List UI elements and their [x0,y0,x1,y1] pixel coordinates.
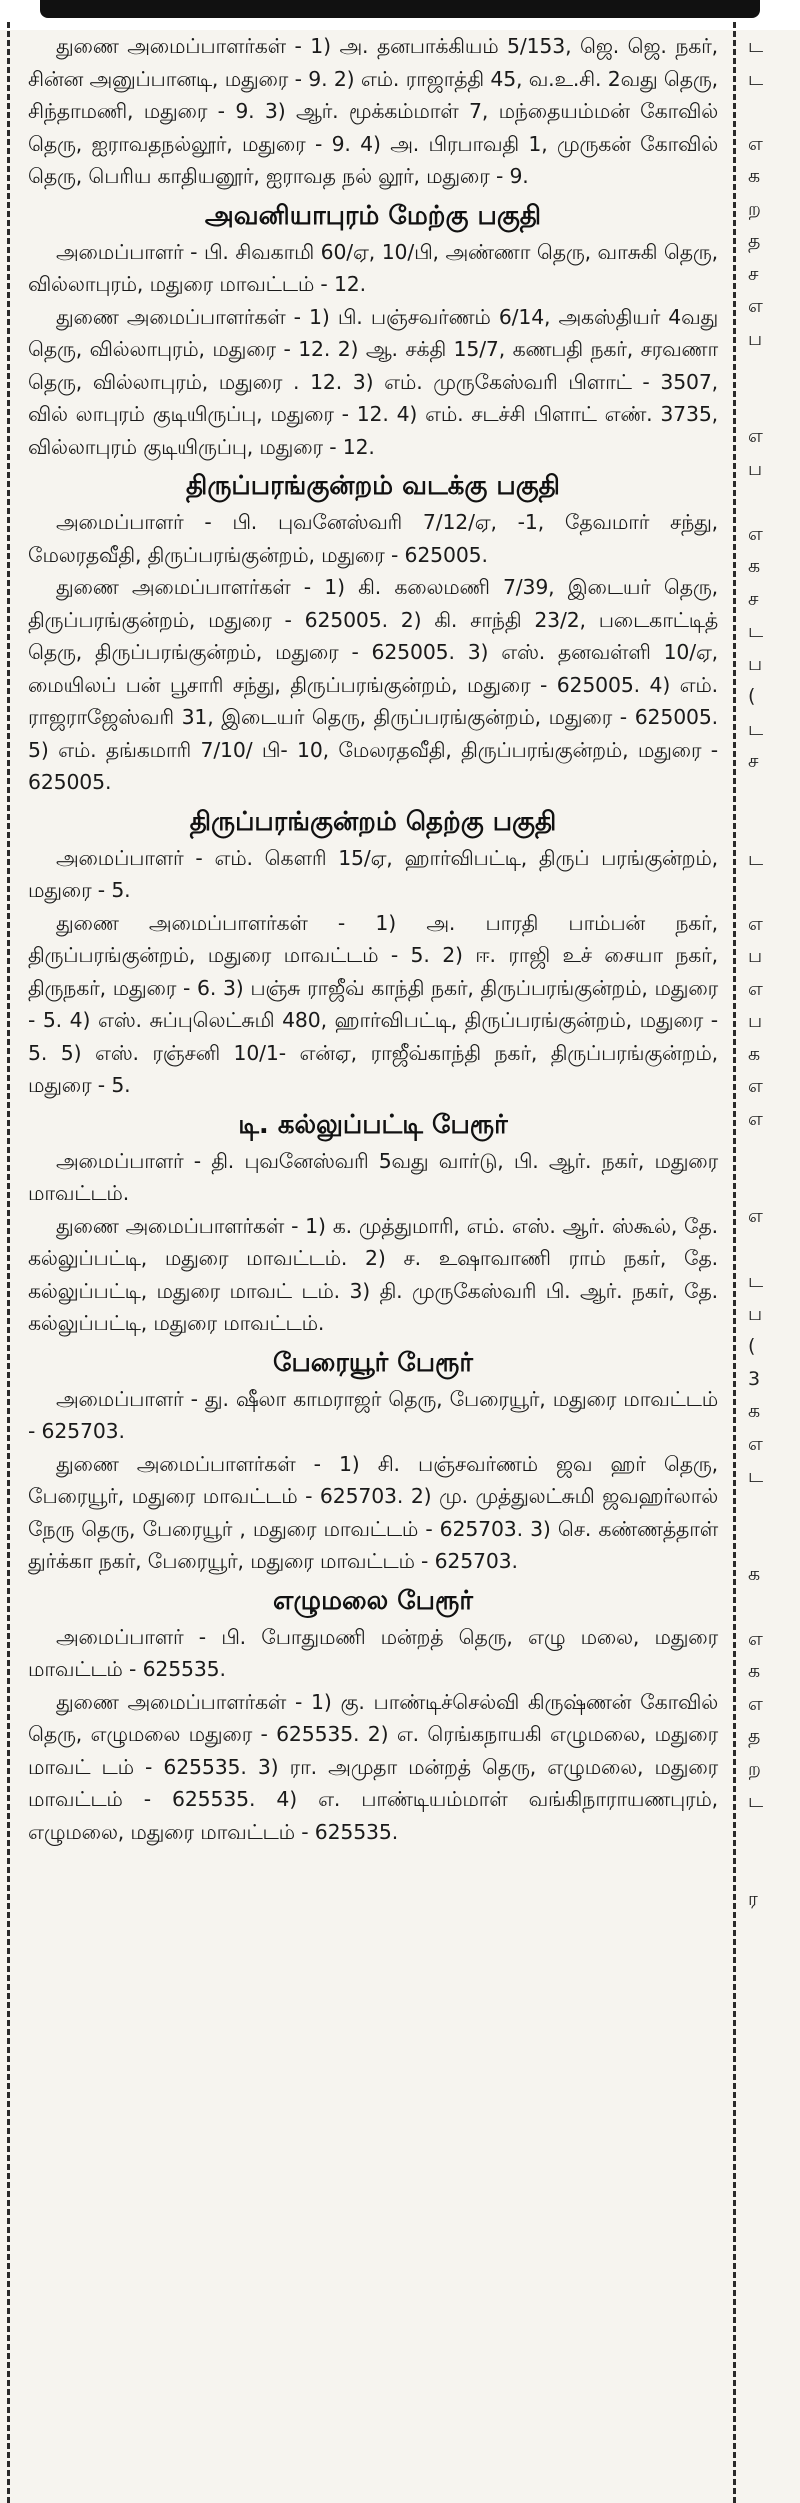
fragment-line [748,810,800,843]
fragment-line: க [748,555,761,577]
fragment-line: த [748,230,761,252]
section-heading: திருப்பரங்குன்றம் தெற்கு பகுதி [189,806,557,837]
fragment-line: எ [748,522,763,545]
fragment-line: ப [748,1010,763,1032]
fragment-line: ப [748,457,763,480]
adjacent-column-fragment [748,30,800,2503]
body-paragraph: துணை அமைப்பாளர்கள் - 1) சி. பஞ்சவர்ணம் ஜவ ஹர் தெரு, பேரையூர், மதுரை மாவட்டம் - 625703. 2) மு. முத்துலட்சுமி ஜவஹர்லால் நேரு தெரு, பேரையூர் , மதுரை மாவட்டம் - 625703. 3) செ. கண்ணத்தாள் துர்க்கா நகர், பேரையூர், மதுரை மாவட்டம் - 625703. [28,1451,718,1573]
fragment-line: ற [748,197,761,220]
main-article-column [28,30,718,1848]
body-paragraph: துணை அமைப்பாளர்கள் - 1) கி. கலைமணி 7/39, இடையர் தெரு, திருப்பரங்குன்றம், மதுரை - 625005. 2) கி. சாந்தி 23/2, படைகாட்டித் தெரு, திருப்பரங்குன்றம், மதுரை - 625005. 3) எஸ். தனவள்ளி 10/ஏ, மையிலப் பன் பூசாரி சந்து, திருப்பரங்குன்றம், மதுரை - 625005. 4) எம். ராஜராஜேஸ்வரி 31, இடையர் தெரு, திருப்பரங்குன்றம், மதுரை - 625005. 5) எம். தங்கமாரி 7/10/ பி- 10, மேலரதவீதி, திருப்பரங்குன்றம், மதுரை - 625005. [28,575,718,794]
fragment-line [748,1818,800,1851]
fragment-line: க [748,1400,761,1422]
fragment-line: ட [748,717,764,740]
body-paragraph: துணை அமைப்பாளர்கள் - 1) அ. தனபாக்கியம் 5/153, ஜெ. ஜெ. நகர், சின்ன அனுப்பானடி, மதுரை - 9. 2) எம். ராஜாத்தி 45, வ.உ.சி. 2வது தெரு, சிந்தாமணி, மதுரை - 9. 3) ஆர். மூக்கம்மாள் 7, மந்தையம்மன் கோவில் தெரு, ஐராவதநல்லூர், மதுரை - 9. 4) அ. பிரபாவதி 1, முருகன் கோவில் தெரு, பெரிய காதியனூர், ஐராவத நல் லூர், மதுரை - 9. [28,34,718,188]
fragment-line [748,95,800,128]
fragment-line [748,485,800,518]
fragment-line: க [748,165,761,187]
body-paragraph: அமைப்பாளர் - எம். கௌரி 15/ஏ, ஹார்விபட்டி, திருப் பரங்குன்றம், மதுரை - 5. [28,845,718,902]
section-heading: எழுமலை பேரூர் [273,1585,473,1616]
fragment-line: ட [748,1270,764,1292]
fragment-line: ப [748,327,763,350]
fragment-line [748,778,800,811]
fragment-line: ட [748,1465,764,1487]
fragment-line [748,355,800,388]
fragment-line: எ [748,1692,763,1715]
column-dashed-divider [733,22,736,2503]
fragment-line: எ [748,1627,763,1650]
fragment-line: எ [748,1205,763,1227]
body-paragraph: அமைப்பாளர் - து. ஷீலா காமராஜர் தெரு, பேரையூர், மதுரை மாவட்டம் - 625703. [28,1386,718,1443]
fragment-line [748,1590,800,1623]
fragment-line: ட [748,35,764,57]
fragment-line [748,1493,800,1526]
fragment-line: க [748,1042,761,1065]
fragment-line: ப [748,945,763,967]
fragment-line: எ [748,425,763,447]
fragment-line: க [748,1660,761,1682]
fragment-line [748,1233,800,1266]
fragment-line: க [748,1562,761,1585]
body-paragraph: துணை அமைப்பாளர்கள் - 1) கு. பாண்டிச்செல்வி கிருஷ்ணன் கோவில் தெரு, எழுமலை மதுரை - 625535. 2) எ. ரெங்கநாயகி எழுமலை, மதுரை மாவட் டம் - 625535. 3) ரா. அமுதா மன்றத் தெரு, எழுமலை, மதுரை மாவட்டம் - 625535. 4) எ. பாண்டியம்மாள் வங்கிநாராயணபுரம், எழுமலை, மதுரை மாவட்டம் - 625535. [28,1689,718,1844]
top-header-strip [0,0,800,30]
body-paragraph: துணை அமைப்பாளர்கள் - 1) க. முத்துமாரி, எம். எஸ். ஆர். ஸ்கூல், தே. கல்லுப்பட்டி, மதுரை மாவட்டம். 2) ச. உஷாவாணி ராம் நகர், தே. கல்லுப்பட்டி, மதுரை மாவட் டம். 3) தி. முருகேஸ்வரி பி. ஆர். நகர், தே. கல்லுப்பட்டி, மதுரை மாவட்டம். [28,1213,718,1335]
section-heading: பேரையூர் பேரூர் [272,1347,473,1378]
fragment-line: எ [748,977,763,1000]
body-paragraph: அமைப்பாளர் - பி. சிவகாமி 60/ஏ, 10/பி, அண்ணா தெரு, வாசுகி தெரு, வில்லாபுரம், மதுரை மாவட்டம் - 12. [28,239,718,296]
body-paragraph: துணை அமைப்பாளர்கள் - 1) அ. பாரதி பாம்பன் நகர், திருப்பரங்குன்றம், மதுரை மாவட்டம் - 5. 2) ஈ. ராஜி உச் சையா நகர், திருநகர், மதுரை - 6. 3) பஞ்சு ராஜீவ் காந்தி நகர், திருப்பரங்குன்றம், மதுரை - 5. 4) எஸ். சுப்புலெட்சுமி 480, ஹார்விபட்டி, திருப்பரங்குன்றம், மதுரை - 5. 5) எஸ். ரஞ்சனி 10/1- என்ஏ, ராஜீவ்காந்தி நகர், திருப்பரங்குன்றம், மதுரை - 5. [28,910,718,1097]
fragment-line: ப [748,1302,763,1325]
fragment-line [748,1525,800,1558]
fragment-line: எ [748,295,763,317]
section-heading: டி. கல்லுப்பட்டி பேரூர் [238,1109,508,1140]
body-paragraph: அமைப்பாளர் - பி. போதுமணி மன்றத் தெரு, எழு மலை, மதுரை மாவட்டம் - 625535. [28,1624,718,1681]
header-title-bar [40,0,760,18]
fragment-line [748,1850,800,1883]
fragment-line: எ [748,132,763,155]
fragment-line: 3 [748,1367,761,1390]
body-paragraph: அமைப்பாளர் - பி. புவனேஸ்வரி 7/12/ஏ, -1, தேவமார் சந்து, மேலரதவீதி, திருப்பரங்குன்றம், மதுரை - 625005. [28,510,718,567]
fragment-line: ( [748,685,756,707]
section-heading: திருப்பரங்குன்றம் வடக்கு பகுதி [186,471,560,501]
fragment-line: ர [748,1887,758,1910]
fragment-line: ட [748,67,764,90]
fragment-line: ற [748,1757,761,1780]
fragment-line: ச [748,750,759,772]
section-heading: அவனியாபுரம் மேற்கு பகுதி [204,200,542,231]
body-paragraph: துணை அமைப்பாளர்கள் - 1) பி. பஞ்சவர்ணம் 6/14, அகஸ்தியர் 4வது தெரு, வில்லாபுரம், மதுரை - 12. 2) ஆ. சக்தி 15/7, கணபதி நகர், சரவணா தெரு, வில்லாபுரம், மதுரை . 12. 3) எம். முருகேஸ்வரி பிளாட் - 3507, வில் லாபுரம் குடியிருப்பு, மதுரை - 12. 4) எம். சடச்சி பிளாட் எண். 3735, வில்லாபுரம் குடியிருப்பு, மதுரை - 12. [28,304,718,459]
fragment-line: எ [748,1432,763,1455]
fragment-line: ட [748,1790,764,1812]
fragment-line: எ [748,912,763,935]
left-dashed-border [7,22,10,2503]
fragment-line: எ [748,1075,763,1097]
fragment-line [748,1135,800,1168]
fragment-line: ட [748,847,764,870]
fragment-line: ட [748,620,764,642]
fragment-line [748,388,800,421]
fragment-line: எ [748,1107,763,1130]
fragment-line [748,1168,800,1201]
fragment-line: ப [748,652,763,675]
fragment-line [748,875,800,908]
fragment-line: ( [748,1335,756,1357]
fragment-line: ச [748,587,759,610]
fragment-line: த [748,1725,761,1747]
fragment-line: ச [748,262,759,285]
body-paragraph: அமைப்பாளர் - தி. புவனேஸ்வரி 5வது வார்டு, பி. ஆர். நகர், மதுரை மாவட்டம். [28,1148,718,1205]
